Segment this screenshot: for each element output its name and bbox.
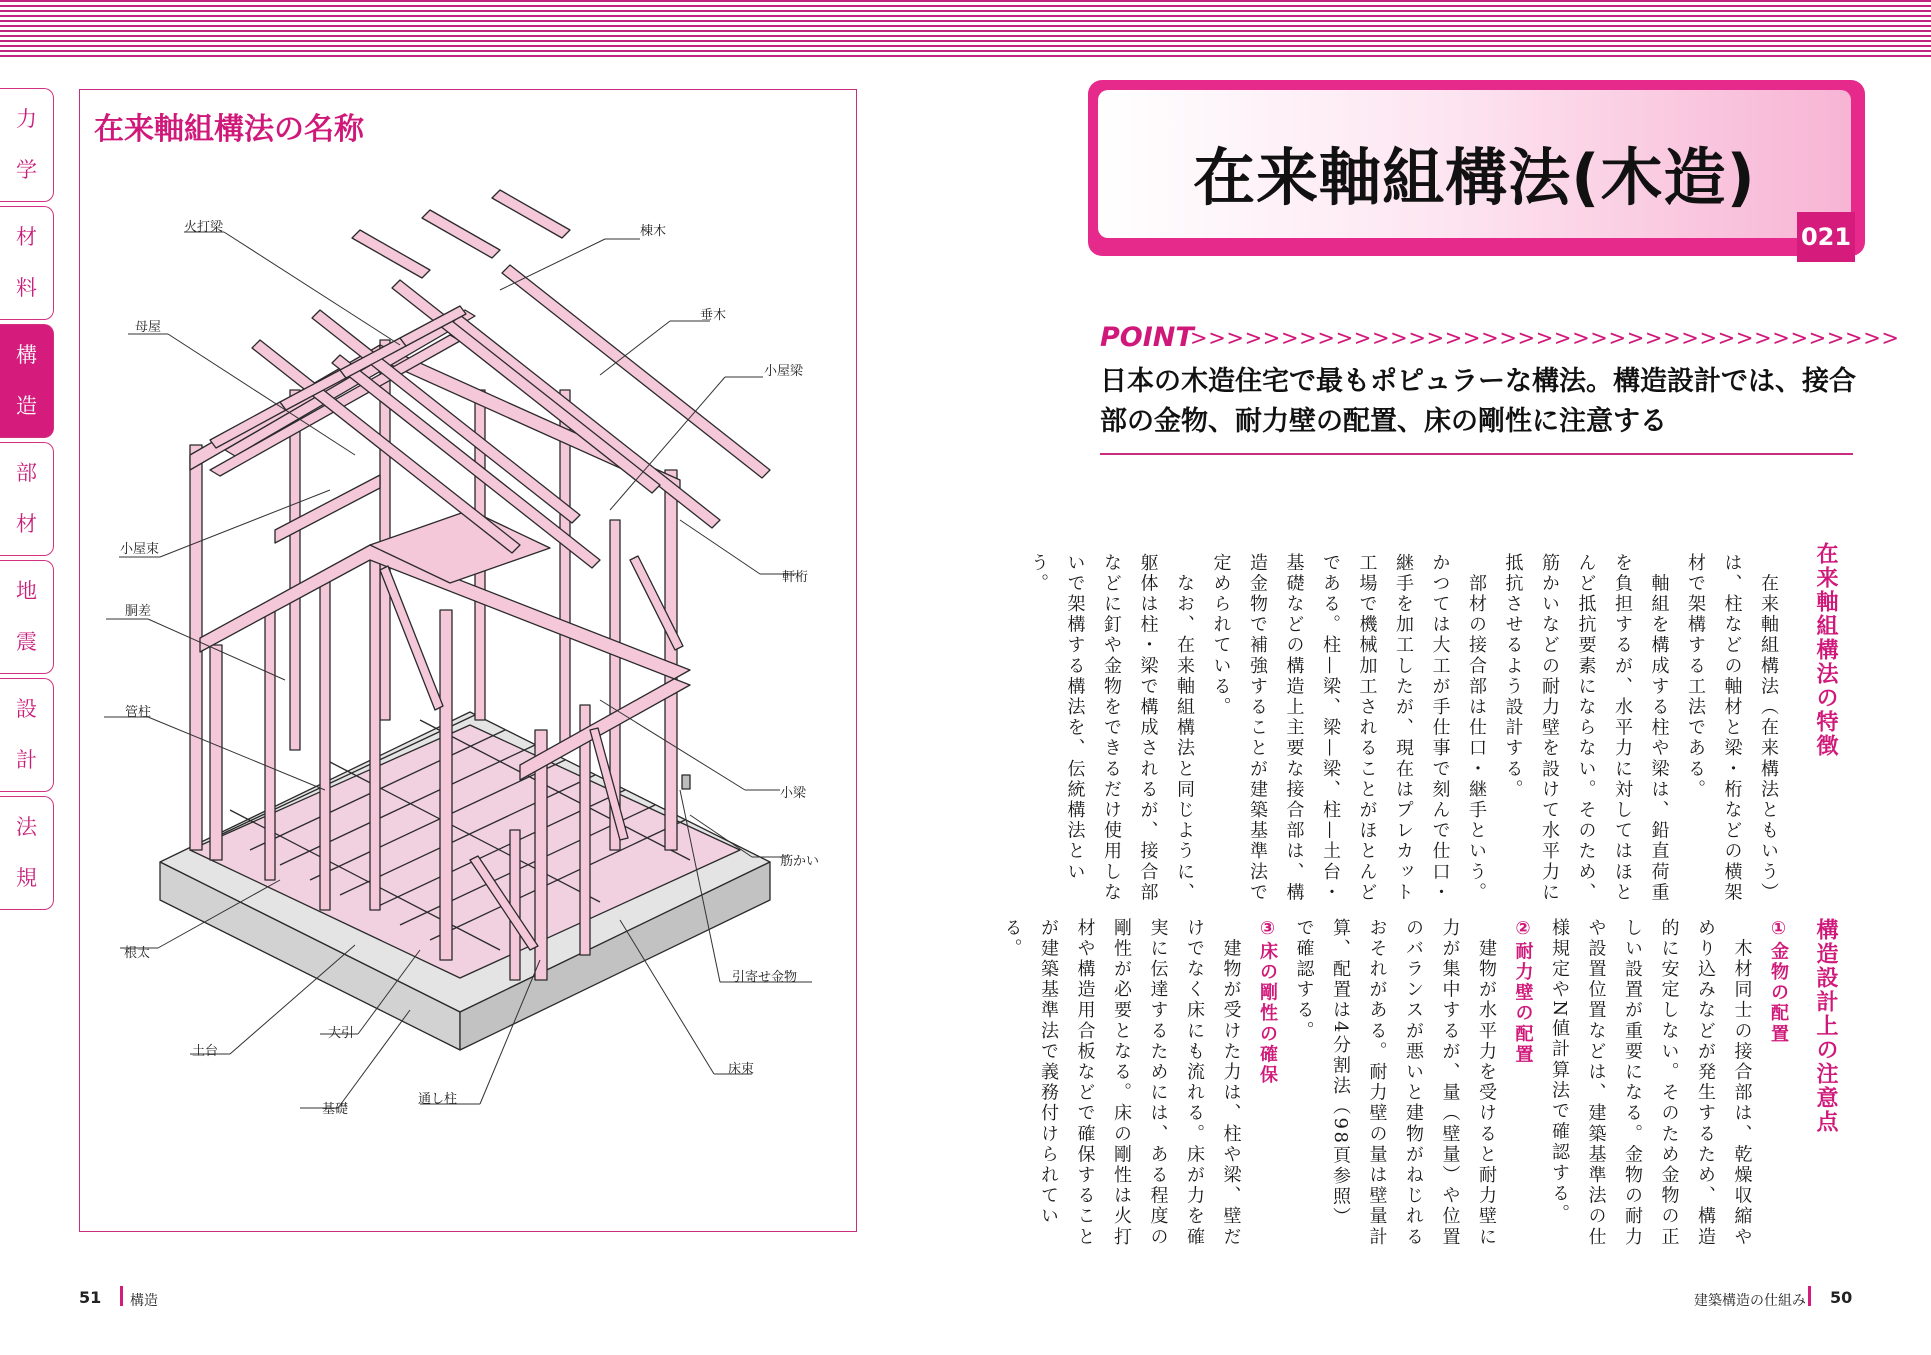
tab-char: 法 [16,815,37,839]
tab-char: 材 [16,512,37,536]
label-hiuchibari: 火打梁 [184,220,224,235]
point-summary: 日本の木造住宅で最もポピュラーな構法。構造設計では、接合部の金物、耐力壁の配置、床の剛性に注意する [1100,366,1856,437]
heading-design-notes: 構造設計上の注意点 [1813,918,1838,1134]
tab-char: 材 [16,225,37,249]
tab-char: 規 [16,866,37,890]
point-arrows: >>>>>>>>>>>>>>>>>>>>>>>>>>>>>>>>>>>>>>> [1190,326,1900,350]
right-page-number: 50 [1830,1288,1853,1307]
tab-char: 造 [16,394,37,418]
tab-char: 計 [16,748,37,772]
title-box [1088,80,1865,256]
label-toshibashira: 通し柱 [418,1092,458,1107]
label-sujikai: 筋かい [780,854,820,869]
label-munagi: 棟木 [640,224,667,239]
left-section-name: 構造 [130,1293,158,1309]
subheading-bearing-walls: ②耐力壁の配置 [1512,918,1534,1066]
tab-char: 部 [16,461,37,485]
bearing-walls-paragraph: 建物が水平力を受けると耐力壁に力が集中するが、量（壁量）や位置のバランスが悪いと建物がねじれるおそれがある。耐力壁の量は壁量計算、配置は4分割法（98頁参照）で確認する。 [1293,918,1497,1248]
header-stripes [0,0,1931,60]
floor-rigidity-paragraph: 建物が受けた力は、柱や梁、壁だけでなく床にも流れる。床が力を確実に伝達するためには、ある程度の剛性が必要となる。床の剛性は火打材や構造用合板などで確保することが建築基準法で義務付けられている。 [1001,918,1242,1248]
tab-sekkei[interactable] [0,678,54,792]
chapter-tabs [0,88,56,914]
features-paragraph: 在来軸組構法（在来構法ともいう）は、柱などの軸材と梁・桁などの横架材で架構する工法である。 [1685,553,1779,904]
features-body [1028,553,1786,908]
point-label: POINT [1100,322,1194,353]
design-notes-body [1001,918,1796,1248]
label-kobari: 小梁 [780,786,807,801]
label-dodai: 土台 [192,1044,219,1059]
figure-panel [79,89,857,1232]
label-oobiki: 大引 [328,1026,355,1041]
tab-char: 力 [16,107,37,131]
left-page-number: 51 [79,1288,102,1307]
label-dousashi: 胴差 [125,604,152,619]
label-kiso: 基礎 [322,1102,349,1117]
subheading-hardware: ①金物の配置 [1768,918,1789,1045]
tab-hoki[interactable] [0,796,54,910]
label-koyazuka: 小屋束 [120,542,160,557]
features-paragraph: 軸組を構成する柱や梁は、鉛直荷重を負担するが、水平力に対してはほとんど抵抗要素にならない。そのため、筋かいなどの耐力壁を設けて水平力に抵抗させるよう設計する。 [1502,553,1670,904]
heading-features: 在来軸組構法の特徴 [1813,542,1838,758]
label-nokigeta: 軒桁 [782,570,809,585]
subheading-floor-rigidity: ③床の剛性の確保 [1257,918,1278,1086]
title-box-inner [1098,90,1851,238]
label-kudabashira: 管柱 [125,705,152,720]
tab-char: 地 [16,579,37,603]
page-title: 在来軸組構法(木造) [1193,141,1756,214]
label-koyabari: 小屋梁 [764,364,804,379]
label-taruki: 垂木 [700,308,727,323]
label-yukazuka: 床束 [728,1062,755,1077]
footer-bar-left [120,1286,123,1306]
features-paragraph: 部材の接合部は仕口・継手という。かつては大工が手仕事で刻んで仕口・継手を加工したが、現在はプレカット工場で機械加工されることがほとんどである。柱—梁、梁—梁、柱—土台・基礎などの構造上主要な接合部は、構造金物で補強することが建築基準法で定められている。 [1210,553,1487,904]
right-section-name: 建築構造の仕組み [1694,1293,1806,1309]
tab-buzai[interactable] [0,442,54,556]
label-neda: 根太 [124,946,151,961]
tab-rikigaku[interactable] [0,88,54,202]
footer-bar-right [1808,1286,1811,1306]
tab-char: 震 [16,630,37,654]
tab-jishin[interactable] [0,560,54,674]
tab-char: 料 [16,276,37,300]
hardware-paragraph: 木材同士の接合部は、乾燥収縮やめり込みなどが発生するため、構造的に安定しない。そのため金物の正しい設置が重要になる。金物の耐力や設置位置などは、建築基準法の仕様規定やN値計算法で確認する。 [1549,918,1753,1248]
label-moya: 母屋 [135,320,162,335]
features-paragraph: なお、在来軸組構法と同じように、躯体は柱・梁で構成されるが、接合部などに釘や金物をできるだけ使用しないで架構する構法を、伝統構法という。 [1028,553,1195,904]
label-hikiyose: 引寄せ金物 [732,970,798,985]
figure-title: 在来軸組構法の名称 [94,112,364,147]
tab-char: 構 [16,343,37,367]
tab-char: 学 [16,158,37,182]
point-divider [1100,453,1853,455]
tab-zairyo[interactable] [0,206,54,320]
section-number-badge: 021 [1797,212,1855,262]
tab-kozo[interactable] [0,324,54,438]
tab-char: 設 [16,697,37,721]
